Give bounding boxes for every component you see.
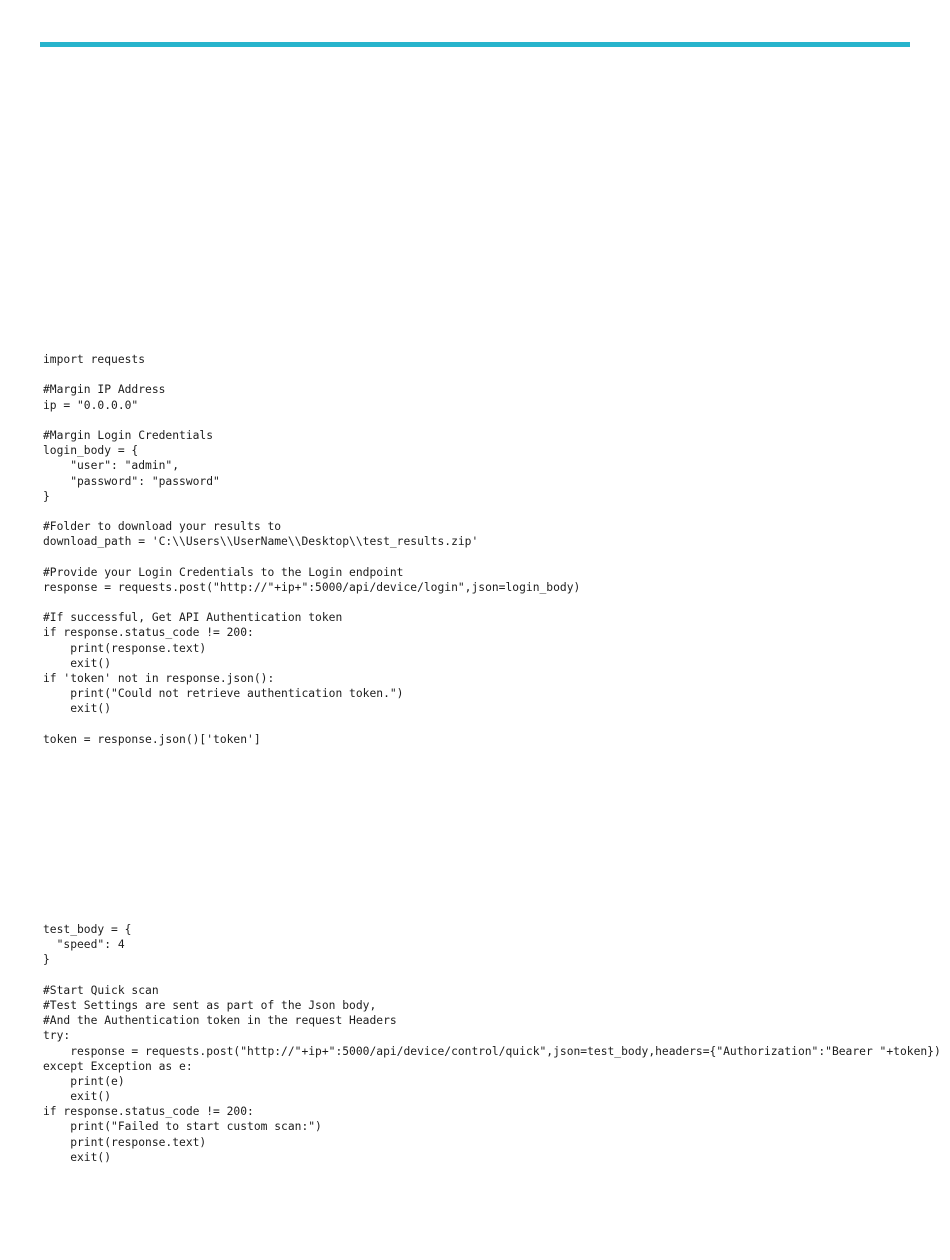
code-line: ip = "0.0.0.0" [43, 398, 139, 412]
code-line [43, 595, 580, 610]
code-line: import requests [43, 353, 146, 366]
code-line: #And the Authentication token in the request Headers [43, 1014, 397, 1028]
code-line: token = response.json()['token'] [43, 732, 261, 746]
code-line [43, 549, 580, 564]
code-line: "speed": 4 [43, 938, 125, 952]
code-line: #If successful, Get API Authentication token [43, 611, 343, 625]
code-line: exit() [43, 702, 112, 716]
code-line: if response.status_code != 200: [43, 626, 254, 640]
code-line [43, 717, 580, 732]
code-line [43, 504, 580, 519]
code-line: } [43, 953, 50, 967]
code-line: print("Could not retrieve authentication token.") [43, 687, 404, 701]
code-block-login [43, 352, 580, 747]
code-line [43, 968, 941, 983]
code-line: "user": "admin", [43, 459, 180, 473]
code-line: exit() [43, 656, 112, 670]
code-line: #Folder to download your results to [43, 520, 282, 534]
code-line: #Provide your Login Credentials to the Login endpoint [43, 565, 404, 579]
code-line: print(response.text) [43, 1135, 207, 1149]
code-line: login_body = { [43, 444, 139, 458]
code-line: try: [43, 1029, 71, 1043]
code-line: } [43, 489, 50, 503]
code-line: print(response.text) [43, 641, 207, 655]
code-line: #Margin IP Address [43, 383, 166, 397]
header-accent-rule [40, 42, 910, 47]
code-line: response = requests.post("http://"+ip+":5000/api/device/login",json=login_body) [43, 580, 581, 594]
code-line: print(e) [43, 1074, 125, 1088]
code-block-quick-scan [43, 922, 941, 1165]
code-line: #Start Quick scan [43, 983, 159, 997]
code-line [43, 413, 580, 428]
code-line: if response.status_code != 200: [43, 1105, 254, 1119]
code-line: print("Failed to start custom scan:") [43, 1120, 322, 1134]
code-line: exit() [43, 1150, 112, 1164]
code-line [43, 367, 580, 382]
code-line: download_path = 'C:\\Users\\UserName\\Desktop\\test_results.zip' [43, 535, 479, 549]
code-line: test_body = { [43, 923, 132, 936]
code-line: exit() [43, 1090, 112, 1104]
code-line: "password": "password" [43, 474, 220, 488]
code-line: response = requests.post("http://"+ip+":5000/api/device/control/quick",json=test_body,headers={"Authorization":"Bearer "+token}) [43, 1044, 941, 1058]
code-line: #Margin Login Credentials [43, 428, 214, 442]
code-line: #Test Settings are sent as part of the Json body, [43, 998, 377, 1012]
code-line: except Exception as e: [43, 1059, 193, 1073]
code-line: if 'token' not in response.json(): [43, 671, 275, 685]
